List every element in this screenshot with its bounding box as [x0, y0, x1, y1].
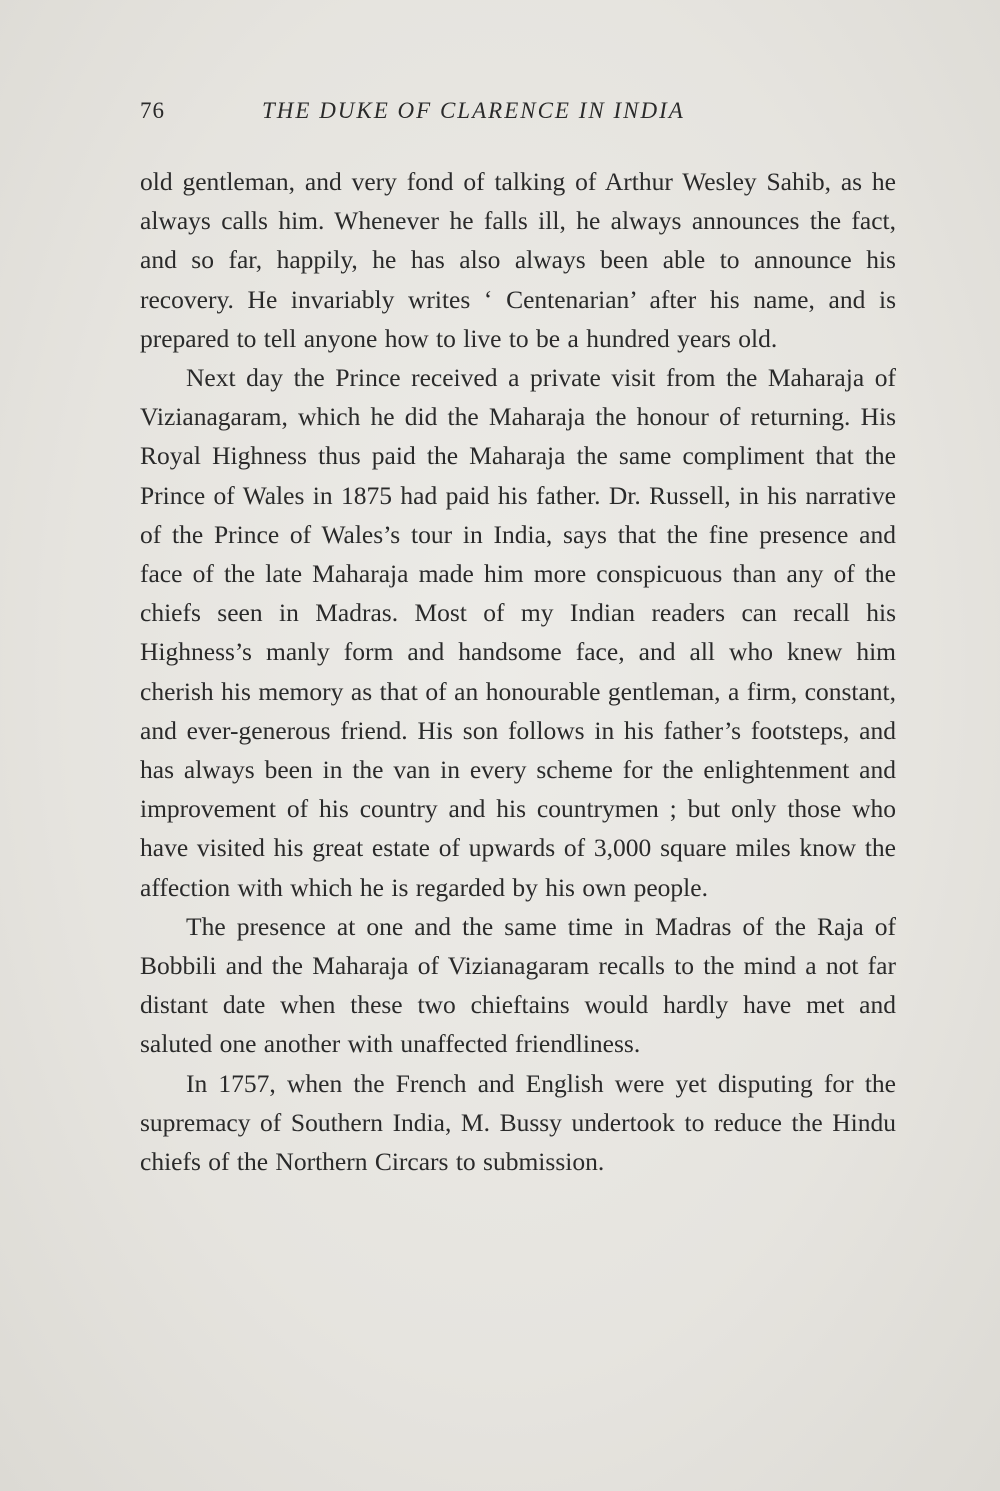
running-head — [140, 98, 896, 134]
paragraph-2: Next day the Prince received a private visit from the Maharaja of Vizianagaram, which he did the Maharaja the honour of returning. His Royal Highness thus paid the Maharaja the same compliment that the Prince of Wales in 1875 had paid his father. Dr. Russell, in his narrative of the Prince of Wales’s tour in India, says that the fine presence and face of the late Maharaja made him more conspicuous than any of the chiefs seen in Madras. Most of my Indian readers can recall his Highness’s manly form and handsome face, and all who knew him cherish his memory as that of an honourable gentleman, a firm, constant, and ever-generous friend. His son follows in his father’s footsteps, and has always been in the van in every scheme for the enlightenment and improvement of his country and his countrymen ; but only those who have visited his great estate of upwards of 3,000 square miles know the affection with which he is regarded by his own people. — [140, 363, 896, 902]
running-title: THE DUKE OF CLARENCE IN INDIA — [262, 98, 685, 123]
paragraph-3: The presence at one and the same time in Madras of the Raja of Bobbili and the Maharaja of Vizianagaram recalls to the mind a not far distant date when these two chieftains would hardly have met and saluted one another with unaffected friendliness. — [140, 911, 896, 1059]
paragraph-4: In 1757, when the French and English were yet disputing for the supremacy of Southern India, M. Bussy undertook to reduce the Hindu chiefs of the Northern Circars to submission. — [140, 1068, 896, 1177]
paragraph-1: old gentleman, and very fond of talking of Arthur Wesley Sahib, as he always calls him. Whenever he falls ill, he always announces the fact, and so far, happily, he has also always been able to announce his recovery. He invariably writes ‘ Centenarian’ after his name, and is prepared to tell anyone how to live to be a hundred years old. — [140, 167, 896, 353]
body-text — [140, 162, 896, 1181]
page-number: 76 — [140, 98, 165, 123]
